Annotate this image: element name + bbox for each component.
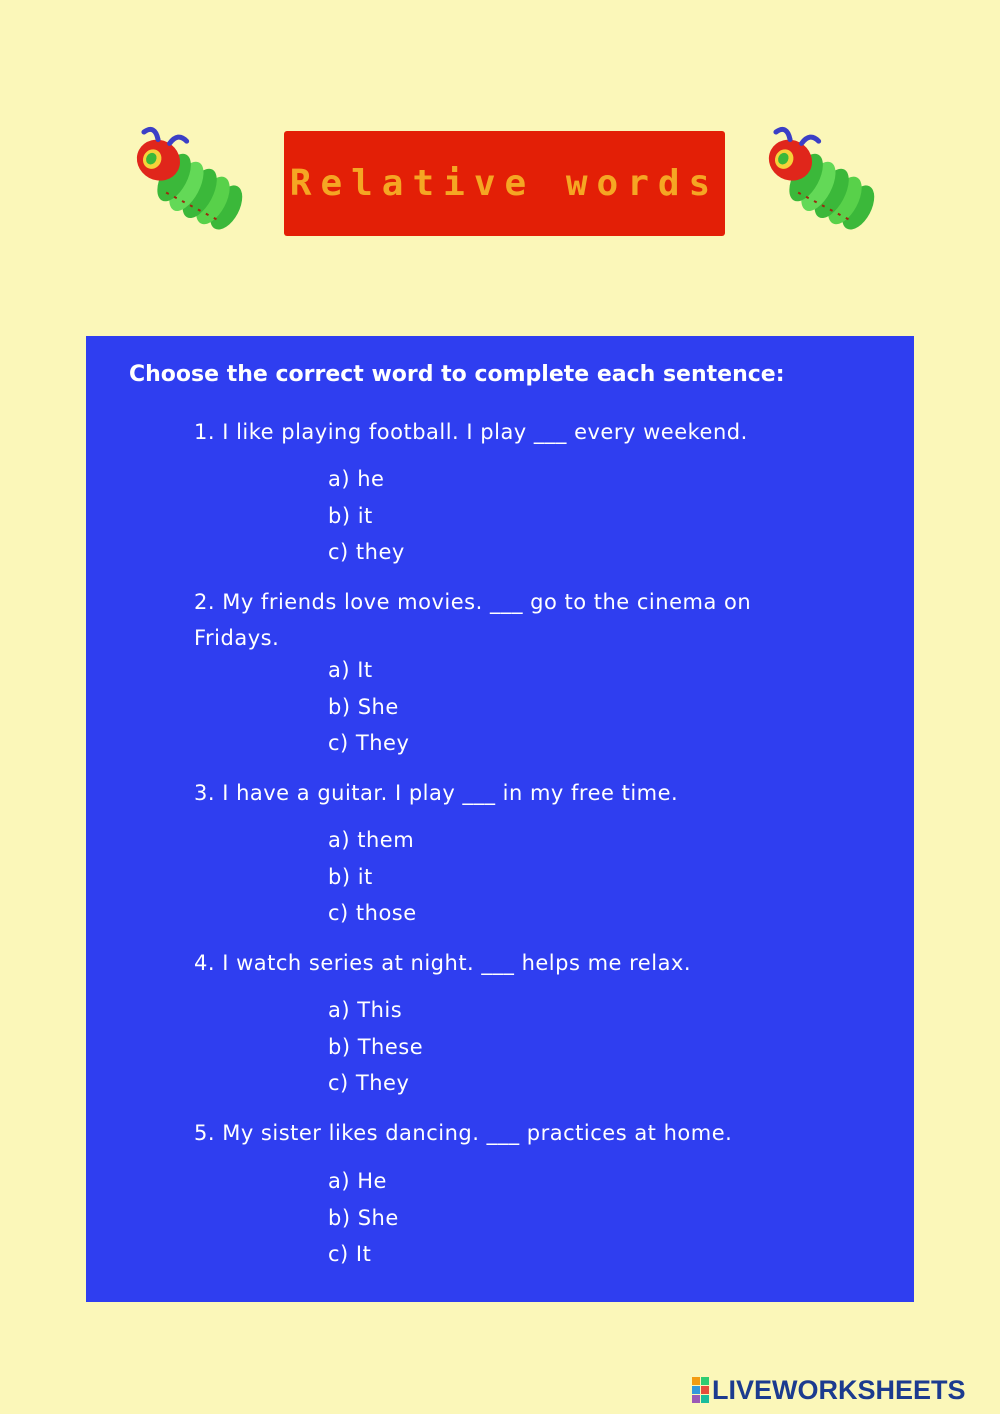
- question-1: 1. I like playing football. I play ___ every weekend.: [194, 420, 748, 444]
- question-3: 3. I have a guitar. I play ___ in my free time.: [194, 781, 679, 805]
- instructions: Choose the correct word to complete each sentence:: [129, 362, 785, 387]
- brand-name: LIVEWORKSHEETS: [712, 1374, 966, 1405]
- option-3a[interactable]: a) them: [328, 828, 415, 852]
- question-4-options: [328, 992, 423, 1102]
- caterpillar-icon: [122, 126, 252, 236]
- liveworksheets-logo-icon: [692, 1377, 709, 1403]
- question-5-options: [328, 1163, 399, 1273]
- option-3c[interactable]: c) those: [328, 901, 417, 925]
- worksheet-title: Relative words: [289, 163, 720, 204]
- question-4: 4. I watch series at night. ___ helps me relax.: [194, 951, 692, 975]
- title-banner: [284, 131, 725, 236]
- option-4b[interactable]: b) These: [328, 1034, 424, 1059]
- question-1-options: [328, 461, 405, 571]
- question-3-options: [328, 822, 417, 932]
- question-5: 5. My sister likes dancing. ___ practices at home.: [194, 1121, 733, 1145]
- caterpillar-icon: [754, 126, 884, 236]
- option-1c[interactable]: c) they: [328, 540, 405, 564]
- option-5a[interactable]: a) He: [328, 1169, 387, 1193]
- option-2b[interactable]: b) She: [328, 694, 399, 719]
- liveworksheets-logo[interactable]: [692, 1376, 966, 1404]
- option-5b[interactable]: b) She: [328, 1205, 399, 1230]
- worksheet-panel: [86, 336, 914, 1302]
- option-2a[interactable]: a) It: [328, 658, 373, 682]
- option-2c[interactable]: c) They: [328, 731, 410, 755]
- option-4c[interactable]: c) They: [328, 1071, 410, 1095]
- question-2: 2. My friends love movies. ___ go to the cinema on Fridays.: [194, 590, 752, 650]
- option-5c[interactable]: c) It: [328, 1242, 372, 1266]
- question-2-options: [328, 652, 409, 762]
- option-4a[interactable]: a) This: [328, 998, 403, 1022]
- option-1a[interactable]: a) he: [328, 467, 385, 491]
- option-3b[interactable]: b) it: [328, 864, 373, 889]
- option-1b[interactable]: b) it: [328, 503, 373, 528]
